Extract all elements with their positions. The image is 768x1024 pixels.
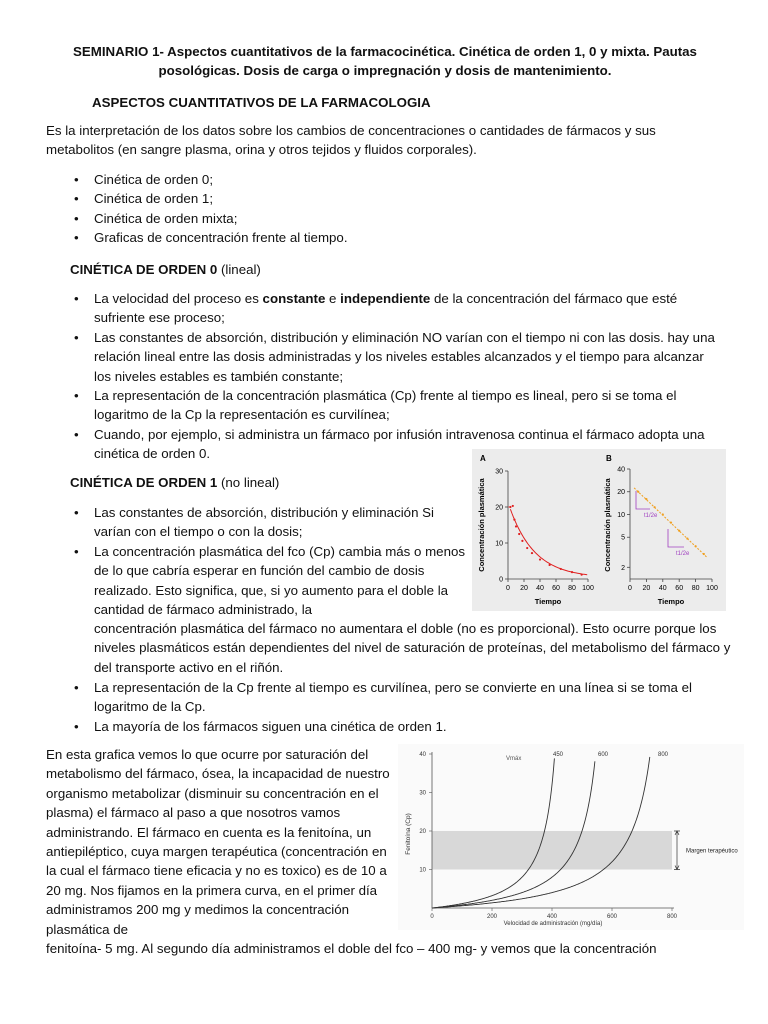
document-title: SEMINARIO 1- Aspectos cuantitativos de la farmacocinética. Cinética de orden 1, 0 y mixta. Pautas posológicas. Dosis de carga o impregnación y dosis de mantenimiento.	[73, 44, 697, 79]
phenytoin-figure	[398, 744, 744, 930]
half-life-label: t1/2e	[644, 513, 658, 519]
data-point	[670, 522, 672, 524]
data-point	[549, 564, 551, 566]
x-tick-label: 80	[691, 585, 700, 592]
data-point	[560, 568, 562, 570]
x-tick-label: 800	[666, 914, 678, 920]
final-paragraph: En esta grafica vemos lo que ocurre por saturación del metabolismo del fármaco, ósea, la incapacidad de nuestro organismo metabolizar (disminuir su concentración en el plasma) el fármaco al paso a que nosotros vamos administrando. El fármaco en cuenta es la fenitoína, un antiepiléptico, cuya margen terapéutica (concentración en la cual el fármaco tiene eficacia y no es toxico) es de 10 a 20 mg. Nos fijamos en la primera curva, en el primer día administramos 200 mg y medimos la concentración plasmática de	[46, 747, 390, 937]
x-tick-label: 0	[506, 585, 510, 592]
half-life-bracket	[668, 529, 684, 547]
x-tick-label: 20	[520, 585, 528, 592]
data-point	[531, 552, 533, 554]
list-item: • La concentración plasmática del fco (Cp) cambia más o menos de lo que cabría esperar en función del cambio de dosis realizado. Esto significa, que, si yo aumento para el doble la cantidad de fármaco administrado, la	[46, 542, 466, 620]
y-tick-label: 5	[621, 534, 625, 542]
list-item: • Cinética de orden 1;	[46, 189, 722, 208]
data-point	[645, 498, 647, 500]
kinetics-figure-svg	[472, 449, 726, 611]
curve-label: 450	[553, 752, 564, 758]
phenytoin-x-label: Velocidad de administración (mg/día)	[503, 921, 603, 927]
intro-paragraph: Es la interpretación de los datos sobre los cambios de concentraciones o cantidades de fármacos y sus metabolitos (en sangre plasma, orina y otros tejidos y fluidos corporales).	[46, 123, 656, 158]
x-tick-label: 100	[582, 585, 594, 592]
x-tick-label: 20	[642, 585, 651, 592]
y-tick-label: 10	[495, 540, 503, 548]
data-point	[526, 547, 528, 549]
curve-label: 800	[658, 752, 669, 758]
order1-list-top	[46, 503, 466, 619]
panel-a-label: A	[480, 454, 486, 463]
data-point	[512, 505, 514, 507]
panel-b-x-label: Tiempo	[657, 597, 685, 606]
list-item: • Las constantes de absorción, distribución y eliminación Si varían con el tiempo o con la dosis;	[46, 503, 466, 542]
list-item: • La mayoría de los fármacos siguen una cinética de orden 1.	[46, 717, 722, 736]
x-tick-label: 40	[536, 585, 544, 592]
data-point	[518, 533, 520, 535]
panel-b-y-label: Concentración plasmática	[603, 478, 612, 572]
order1-heading: CINÉTICA DE ORDEN 1 (no lineal)	[70, 475, 280, 490]
list-item: • La velocidad del proceso es constante e independiente de la concentración del fármaco que esté sufriente ese proceso;	[46, 289, 722, 328]
x-tick-label: 600	[606, 914, 618, 920]
y-tick-label: 20	[419, 829, 426, 835]
y-tick-label: 40	[419, 752, 426, 758]
list-item: • La representación de la concentración plasmática (Cp) frente al tiempo es lineal, pero si se toma el logaritmo de la Cp la representación es curvilínea;	[46, 386, 722, 425]
data-point	[703, 553, 705, 555]
y-tick-label: 30	[419, 790, 426, 797]
data-point	[515, 525, 517, 527]
curve-label: 600	[598, 752, 609, 758]
y-tick-label: 10	[419, 867, 426, 874]
x-tick-label: 80	[568, 585, 576, 592]
y-tick-label: 20	[617, 489, 625, 497]
list-item: • Cinética de orden 0;	[46, 170, 722, 189]
data-point	[654, 506, 656, 508]
data-point	[695, 545, 697, 547]
kinetics-figure	[472, 449, 726, 611]
data-point	[571, 571, 573, 573]
phenytoin-figure-svg	[398, 744, 744, 930]
y-tick-label: 2	[621, 564, 625, 572]
x-tick-label: 60	[675, 585, 684, 592]
therapeutic-band	[432, 831, 672, 870]
therapeutic-band-label: Margen terapéutico	[686, 848, 738, 855]
section-heading: ASPECTOS CUANTITATIVOS DE LA FARMACOLOGIA	[92, 95, 431, 110]
y-tick-label: 20	[495, 504, 503, 512]
kinetics-list	[46, 170, 722, 248]
order1-list-bottom	[46, 678, 722, 736]
data-point	[678, 530, 680, 532]
data-point	[509, 506, 511, 508]
y-tick-label: 0	[499, 576, 503, 584]
y-tick-label: 10	[617, 511, 625, 519]
phenytoin-y-label: Fenitoína (Cp)	[405, 813, 412, 855]
x-tick-label: 40	[658, 585, 667, 592]
y-tick-label: 30	[495, 468, 503, 476]
panel-a-x-label: Tiempo	[534, 597, 562, 606]
y-tick-label: 40	[617, 466, 625, 474]
x-tick-label: 0	[628, 585, 632, 592]
x-tick-label: 0	[430, 914, 434, 920]
x-tick-label: 400	[546, 914, 558, 920]
list-item: • Graficas de concentración frente al tiempo.	[46, 228, 722, 247]
list-item: • Las constantes de absorción, distribución y eliminación NO varían con el tiempo ni con las dosis. hay una relación lineal entre las dosis administradas y los niveles estables alcanzados y el tiempo para alcanzar los niveles estables es también constante;	[46, 328, 722, 386]
data-point	[686, 537, 688, 539]
order1-continuation: concentración plasmática del fármaco no aumentara el doble (no es proporcional). Esto ocurre porque los niveles plasmáticos están dependientes del nivel de saturación de proteínas, del metabolismo del fármaco y del transporte activo en el riñón.	[94, 621, 731, 675]
list-item: • Cinética de orden mixta;	[46, 209, 722, 228]
data-point	[637, 491, 639, 493]
data-point	[581, 574, 583, 576]
half-life-bracket	[636, 491, 650, 509]
data-point	[539, 558, 541, 560]
data-point	[513, 519, 515, 521]
order0-list	[46, 289, 722, 464]
final-paragraph-last-line: fenitoína- 5 mg. Al segundo día administramos el doble del fco – 400 mg- y vemos que la concentración	[46, 941, 657, 956]
x-tick-label: 100	[706, 585, 718, 592]
half-life-label: t1/2e	[676, 551, 690, 557]
panel-a-y-label: Concentración plasmática	[477, 478, 486, 572]
list-item: • Cuando, por ejemplo, si administra un fármaco por infusión intravenosa continua el fármaco adopta una cinética de orden 0.	[46, 425, 722, 464]
panel-b-label: B	[606, 454, 612, 463]
data-point	[662, 513, 664, 515]
vmax-label: Vmáx	[506, 756, 522, 762]
x-tick-label: 60	[552, 585, 560, 592]
order0-heading: CINÉTICA DE ORDEN 0 (lineal)	[70, 262, 261, 277]
x-tick-label: 200	[486, 914, 498, 920]
data-point	[521, 540, 523, 542]
list-item: • La representación de la Cp frente al tiempo es curvilínea, pero se convierte en una línea si se toma el logaritmo de la Cp.	[46, 678, 722, 717]
